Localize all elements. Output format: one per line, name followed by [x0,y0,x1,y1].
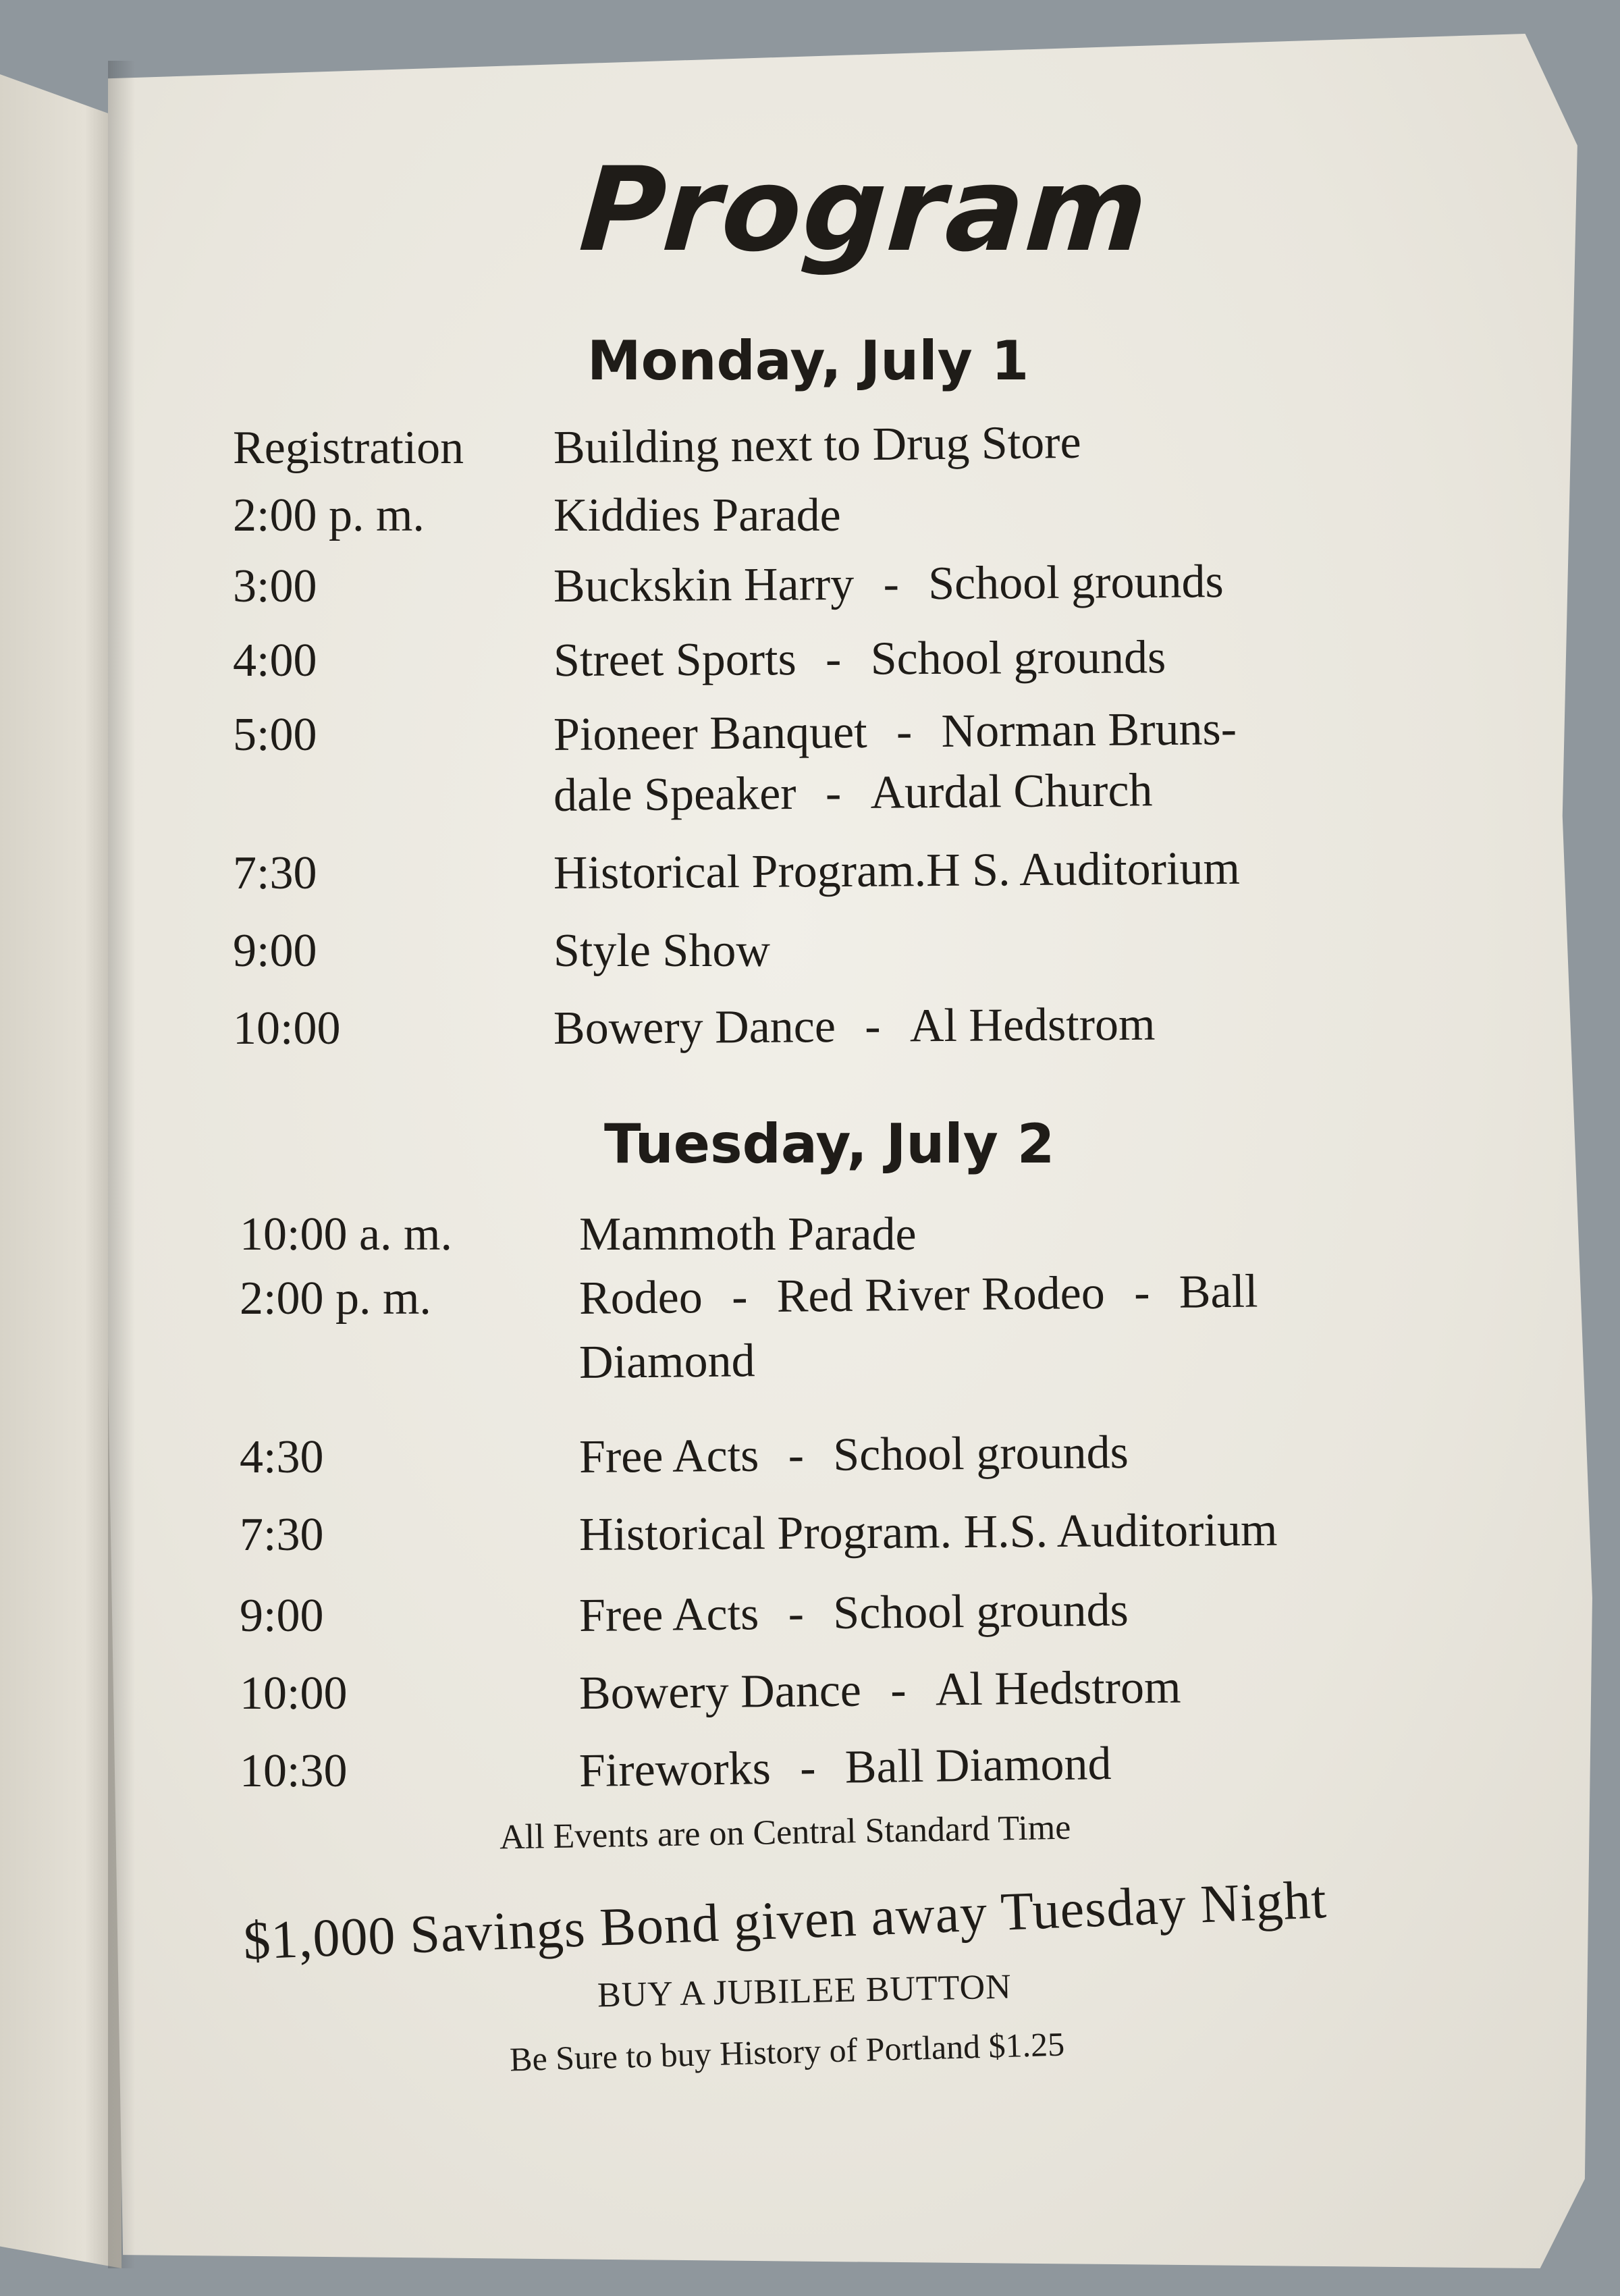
event-text: Rodeo [578,1271,703,1325]
monday-event-description [554,628,1166,690]
dash-separator: - [788,1587,805,1640]
monday-event-description [554,699,1237,764]
monday-event-description [554,413,1081,478]
event-text: Free Acts [578,1588,759,1642]
tuesday-event-time: 10:00 [240,1667,348,1719]
monday-event-description [554,995,1156,1059]
event-text: Al Hedstrom [909,998,1156,1052]
dash-separator: - [896,705,913,758]
event-text: Free Acts [578,1429,759,1483]
event-text: Historical Program.H S. Auditorium [553,842,1241,899]
tuesday-event-description [579,1262,1258,1328]
monday-event-time: 10:00 [233,1003,341,1054]
tuesday-event-description [579,1423,1129,1487]
tuesday-event-description [579,1658,1181,1724]
dash-separator: - [799,1742,817,1794]
event-text: Red River Rodeo [776,1266,1106,1323]
event-text: School grounds [832,1584,1129,1640]
event-text: Ball Diamond [844,1737,1112,1794]
tuesday-event-description [579,1580,1129,1645]
dash-separator: - [731,1271,748,1323]
monday-event-time: 2:00 p. m. [233,489,425,541]
tuesday-event-time: 9:00 [240,1590,324,1642]
monday-event-time: 9:00 [233,925,317,977]
dash-separator: - [825,767,842,820]
tuesday-event-time: 10:30 [240,1745,348,1797]
event-text: Street Sports [553,633,796,687]
monday-event-time: 5:00 [233,709,317,761]
event-text: School grounds [927,556,1224,610]
monday-event-time: 7:30 [233,847,317,899]
left-page-edge [0,74,122,2268]
event-text: Bowery Dance [553,1000,836,1054]
fold-shadow [108,61,135,2268]
dash-separator: - [883,558,900,610]
tuesday-event-time: 4:30 [240,1431,324,1483]
monday-event-time: 4:00 [233,635,317,687]
event-text: Bowery Dance [578,1664,862,1719]
event-text: Buckskin Harry [553,558,855,612]
event-text: School grounds [832,1426,1129,1481]
tuesday-event-description [579,1501,1278,1565]
event-text: Norman Bruns- [941,703,1237,757]
dash-separator: - [1133,1266,1150,1319]
event-text: Aurdal Church [870,764,1153,819]
monday-event-description [554,486,841,545]
event-text: School grounds [870,631,1166,685]
monday-event-time: Registration [233,422,464,474]
event-text: Mammoth Parade [579,1208,917,1260]
event-text: Historical Program. H.S. Auditorium [578,1503,1278,1561]
event-text: Fireworks [578,1742,772,1797]
event-text: Building next to Drug Store [553,416,1081,474]
dash-separator: - [825,633,842,685]
tuesday-event-description [578,1734,1112,1801]
history-book-note: Be Sure to buy History of Portland $1.25 [509,2025,1065,2079]
event-text: Kiddies Parade [554,489,841,541]
monday-event-description [554,552,1224,616]
event-text: Al Hedstrom [935,1661,1181,1716]
dash-separator: - [788,1429,805,1482]
event-text: Diamond [578,1335,755,1389]
time-zone-note: All Events are on Central Standard Time [499,1808,1071,1857]
tuesday-event-time: 7:30 [240,1509,324,1561]
monday-event-time: 3:00 [233,560,317,612]
event-text: Style Show [554,925,770,977]
tuesday-event-description [579,1331,755,1392]
dash-separator: - [864,1000,881,1052]
monday-heading: Monday, July 1 [587,329,1029,392]
monday-event-description [554,761,1153,825]
monday-event-description [554,922,770,981]
jubilee-button-note: BUY A JUBILEE BUTTON [597,1967,1013,2015]
tuesday-heading: Tuesday, July 2 [604,1113,1055,1175]
savings-bond-note: $1,000 Savings Bond given away Tuesday Night [242,1870,1328,1971]
dash-separator: - [890,1663,907,1717]
event-text: dale Speaker [553,767,796,822]
monday-event-description [554,839,1240,903]
tuesday-event-description [579,1205,917,1264]
tuesday-event-time: 2:00 p. m. [240,1273,431,1325]
tuesday-event-time: 10:00 a. m. [240,1208,452,1260]
page-title: Program [576,142,1154,277]
event-text: Pioneer Banquet [553,705,867,761]
event-text: Ball [1179,1265,1258,1318]
